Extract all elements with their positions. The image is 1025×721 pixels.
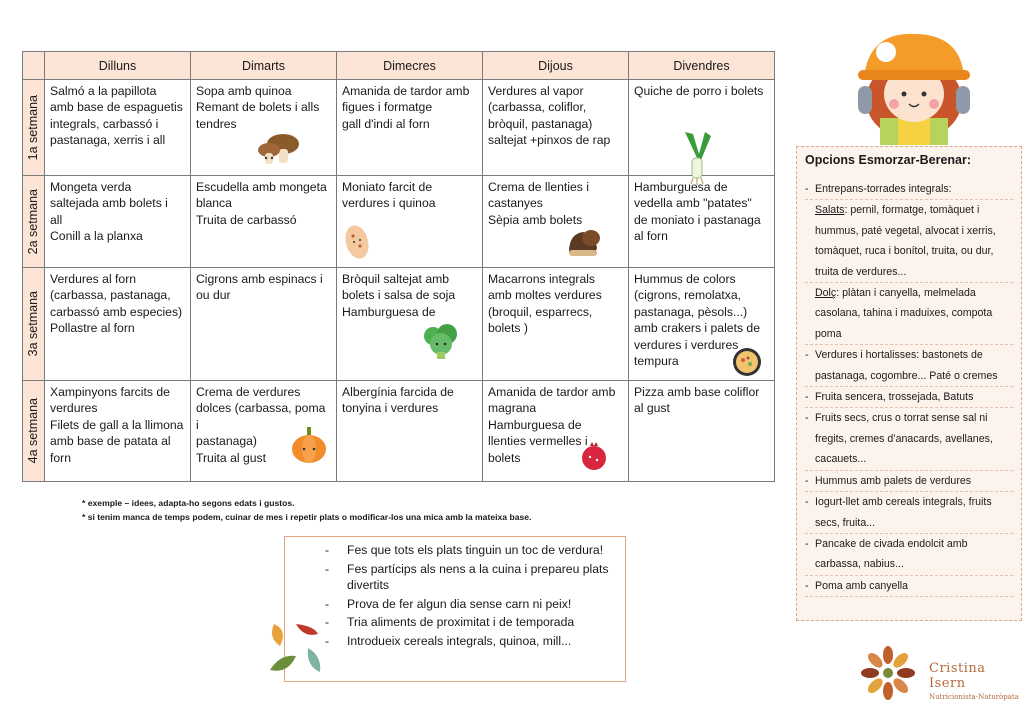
brand-subtitle: Nutricionista-Naturòpata <box>929 693 1019 701</box>
week-label: 3a setmana <box>26 291 41 357</box>
brand-logo <box>929 661 1025 701</box>
snack-option: - Hummus amb palets de verdures <box>805 471 1013 492</box>
week-label: 4a setmana <box>26 398 41 464</box>
snack-option: - Pancake de civada endolcit amb carbassa, nabius... <box>805 534 1013 576</box>
snack-option: - Iogurt-llet amb cereals integrals, fruits secs, fruita... <box>805 492 1013 534</box>
snack-option: - Poma amb canyella <box>805 576 1013 597</box>
tip-item: - Introdueix cereals integrals, quinoa, mill... <box>325 633 572 648</box>
tip-item: - Tria aliments de proximitat i de temporada <box>325 615 575 629</box>
hummus-bowl-icon <box>729 346 765 378</box>
week-label: 1a setmana <box>26 94 41 161</box>
autumn-leaves-icon <box>266 618 328 682</box>
menu-cell: Cigrons amb espinacs i ou dur <box>191 268 337 381</box>
menu-cell: Mongeta verda saltejada amb bolets i all Conill a la planxa <box>45 176 191 268</box>
snack-option: - Verdures i hortalisses: bastonets de pastanaga, cogombre... Paté o cremes <box>805 345 1013 387</box>
week-row <box>23 381 775 482</box>
week-row <box>23 176 775 268</box>
menu-cell: Xampinyons farcits de verdures Filets de gall a la llimona amb base de patata al forn <box>45 381 191 482</box>
footnotes <box>82 496 531 524</box>
tip-item: - Fes que tots els plats tinguin un toc de verdura! <box>325 543 604 557</box>
day-header: Dimecres <box>337 52 483 80</box>
menu-cell: Amanida de tardor amb magrana Hamburguesa de llenties vermelles i bolets <box>483 381 629 482</box>
week-label-cell <box>23 80 45 176</box>
snack-option: - Entrepans-torrades integrals: <box>805 179 1013 200</box>
menu-cell: Verdures al forn (carbassa, pastanaga, carbassó amb especies) Pollastre al forn <box>45 268 191 381</box>
menu-cell: Macarrons integrals amb moltes verdures (broquil, esparrecs, bolets ) <box>483 268 629 381</box>
footnote: * si tenim manca de temps podem, cuinar de mes i repetir plats o modificar-los una mica amb la mateixa base. <box>82 512 532 522</box>
day-header: Dimarts <box>191 52 337 80</box>
week-label: 2a setmana <box>26 188 41 255</box>
snack-option: - Fruita sencera, trossejada, Batuts <box>805 387 1013 408</box>
day-header: Dilluns <box>45 52 191 80</box>
week-label-cell <box>23 268 45 381</box>
tip-item: - Fes partícips als nens a la cuina i prepareu plats divertits <box>325 561 609 592</box>
snack-option: - Fruits secs, crus o torrat sense sal ni fregits, cremes d’anacards, avellanes, cacauets... <box>805 408 1013 470</box>
day-header: Dijous <box>483 52 629 80</box>
footnote: * exemple – idees, adapta-ho segons edats i gustos. <box>82 498 295 508</box>
pomegranate-icon <box>579 441 609 471</box>
menu-cell: Pizza amb base coliflor al gust <box>629 381 775 482</box>
menu-cell: Crema de verdures dolces (carbassa, poma i pastanaga) Truita al gust <box>191 381 337 482</box>
snack-option: Dolç: plàtan i canyella, melmelada casolana, tahina i maduixes, compota poma <box>805 283 1013 345</box>
menu-cell: Crema de llenties i castanyes Sèpia amb bolets <box>483 176 629 268</box>
broccoli-icon <box>421 322 461 360</box>
menu-cell: Sopa amb quinoa Remant de bolets i alls tendres <box>191 80 337 176</box>
menu-cell: Amanida de tardor amb figues i formatge gall d'indi al forn <box>337 80 483 176</box>
sweet-potato-icon <box>343 220 373 262</box>
pumpkin-icon <box>289 425 329 465</box>
snack-option: Salats: pernil, formatge, tomàquet i hummus, paté vegetal, alvocat i xerris, tomàquet, ruca i bonítol, truita, ou dur, truita de verdures... <box>805 200 1013 283</box>
menu-cell: Escudella amb mongeta blanca Truita de carbassó <box>191 176 337 268</box>
menu-cell: Quiche de porro i bolets <box>629 80 775 176</box>
weekly-menu-table <box>22 51 775 482</box>
tip-item: - Prova de fer algun dia sense carn ni peix! <box>325 596 572 611</box>
menu-cell: Verdures al vapor (carbassa, coliflor, bròquil, pastanaga) saltejat +pinxos de rap <box>483 80 629 176</box>
menu-cell: Bròquil saltejat amb bolets i salsa de soja Hamburguesa de <box>337 268 483 381</box>
tips-box <box>284 536 626 682</box>
corner-cell <box>23 52 45 80</box>
menu-cell: Moniato farcit de verdures i quinoa <box>337 176 483 268</box>
menu-cell: Hamburguesa de vedella amb "patates" de moniato i pastanaga al forn <box>629 176 775 268</box>
day-header: Divendres <box>629 52 775 80</box>
week-label-cell <box>23 381 45 482</box>
brand-logo-icon <box>856 641 920 705</box>
menu-cell: Hummus de colors (cigrons, remolatxa, pastanaga, pèsols...) amb crakers i palets de verdures i verdures tempura <box>629 268 775 381</box>
snack-options-title: Opcions Esmorzar-Berenar: <box>805 153 972 167</box>
mushroom-icon <box>253 132 303 166</box>
snack-options-panel <box>796 146 1022 621</box>
chestnut-icon <box>565 226 605 258</box>
girl-illustration <box>850 30 975 145</box>
week-label-cell <box>23 176 45 268</box>
week-row <box>23 268 775 381</box>
menu-cell: Salmó a la papillota amb base de espaguetis integrals, carbassó i pastanaga, xerris i all <box>45 80 191 176</box>
table-header-row <box>23 52 775 80</box>
brand-name: Cristina Isern <box>929 661 986 691</box>
menu-cell: Albergínia farcida de tonyina i verdures <box>337 381 483 482</box>
week-row <box>23 80 775 176</box>
